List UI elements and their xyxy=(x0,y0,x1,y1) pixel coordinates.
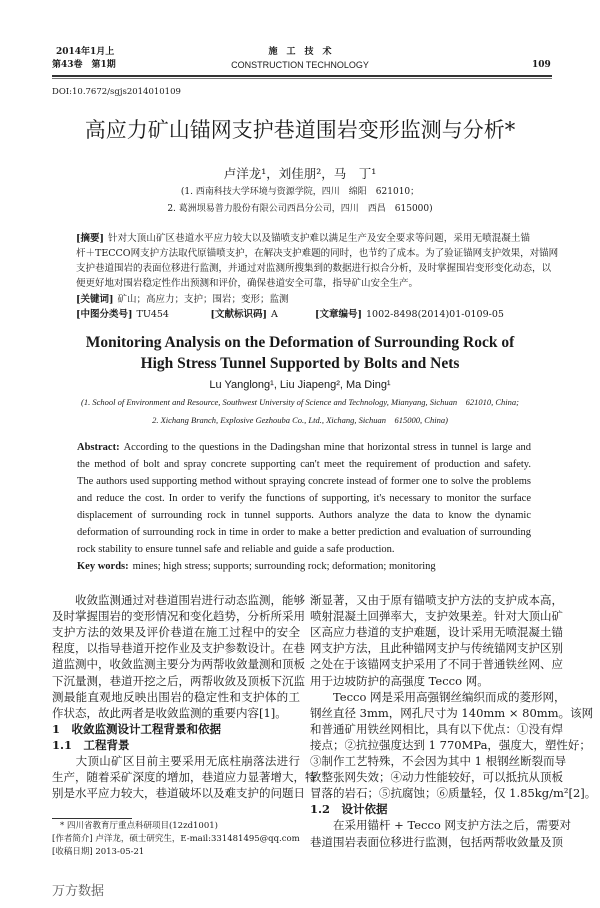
journal-name-en: CONSTRUCTION TECHNOLOGY xyxy=(231,60,369,70)
doi: DOI:10.7672/sgjs2014010109 xyxy=(52,87,181,97)
abstract-en-first-row xyxy=(77,442,531,454)
affiliation-en-1: (1. School of Environment and Resource, Southwest University of Science and Technology, Mianyang, Sichuan 621010, China; xyxy=(81,397,519,407)
body-line: 生产，随着采矿深度的增加，巷道应力显著增大，特 xyxy=(52,770,317,785)
affiliation-cn-2: 2. 葛洲坝易普力股份有限公司西昌分公司，四川 西昌 615000) xyxy=(167,204,433,214)
section-heading: 1.1 工程背景 xyxy=(52,737,130,752)
abstract-cn-line: 便更好地对围岩稳定性作出预测和评价，确保巷道安全可靠，指导矿山安全生产。 xyxy=(76,278,419,289)
authors-cn: 卢洋龙¹，刘佳朋²，马 丁¹ xyxy=(223,166,377,181)
authors-en: Lu Yanglong¹, Liu Jiapeng², Ma Ding¹ xyxy=(209,379,391,391)
abstract-en-line: deformation of surrounding rock in time in order to make a better prediction and evaluation of surrounding xyxy=(77,527,531,538)
body-line: 钢丝直径 3mm，网孔尺寸为 140mm × 80mm。该网 xyxy=(310,705,594,720)
keywords-cn: 矿山；高应力；支护；围岩；变形；监测 xyxy=(117,294,289,305)
abstract-en-line: According to the questions in the Dadingshan mine that horizontal stress in tunnel is large and xyxy=(123,442,531,453)
title-cn: 高应力矿山锚网支护巷道围岩变形监测与分析* xyxy=(84,118,516,142)
body-line: 测最能直观地反映出围岩的稳定性和支护体的工 xyxy=(52,689,300,704)
affiliation-en-2: 2. Xichang Branch, Explosive Gezhouba Co., Ltd., Xichang, Sichuan 615000, China) xyxy=(152,415,448,425)
keywords-cn-row xyxy=(76,294,289,306)
body-line: 用于边坡防护的高强度 Tecco 网。 xyxy=(310,673,489,688)
doc-code-label: [文献标识码] xyxy=(210,309,267,320)
abstract-en-line: rock stability to ensure tunnel safe and reliable and guide a safe production. xyxy=(77,544,395,555)
body-line: 区高应力巷道的支护难题，设计采用无喷混凝土锚 xyxy=(310,625,563,640)
section-heading: 1.2 设计依据 xyxy=(310,802,388,817)
header-rule-thin xyxy=(52,78,552,79)
section-heading: 1 收敛监测设计工程背景和依据 xyxy=(52,721,221,736)
article-no-label: [文章编号] xyxy=(315,309,362,320)
abstract-cn-label: [摘要] xyxy=(76,233,104,244)
abstract-cn-line: 支护巷道围岩的表面位移进行监测，并通过对监测所搜集到的数据进行拟合分析，及时掌握围岩变形变化动态，以 xyxy=(76,263,552,274)
title-en-line-1: Monitoring Analysis on the Deformation of Surrounding Rock of xyxy=(85,334,515,351)
article-no-value: 1002-8498(2014)01-0109-05 xyxy=(366,309,504,320)
body-line: 和普通矿用铁丝网相比，具有以下优点：①没有焊 xyxy=(310,721,563,736)
body-line: 在采用锚杆 + Tecco 网支护方法之后，需要对 xyxy=(310,818,571,833)
abstract-en-line: and reduce the cost. In order to verify the functions of supporting, it's necessary to monitor the surface xyxy=(77,493,531,504)
body-line: 大顶山矿区目前主要采用无底柱崩落法进行 xyxy=(52,754,300,768)
abstract-en-line: the method of bolt and spray concrete supporting can't meet the requirement of production and safety. xyxy=(77,459,531,470)
body-line: 喷射混凝土回弹率大，支护效果差。针对大顶山矿 xyxy=(310,609,563,624)
body-line: 网支护方法，且此种锚网支护与传统锚网支护区别 xyxy=(310,641,563,656)
abstract-cn-line: 杆＋TECCO网支护方法取代原锚喷支护，在解决支护难题的同时，也节约了成本。为了验证锚网支护效果，对锚网 xyxy=(76,248,559,259)
affiliation-cn-1: (1. 西南科技大学环境与资源学院，四川 绵阳 621010； xyxy=(180,187,420,197)
abstract-en-label: Abstract: xyxy=(77,442,120,453)
journal-name-cn: 施 工 技 术 xyxy=(268,47,332,57)
body-line: 别是水平应力较大，巷道破坏以及难支护的问题日 xyxy=(52,786,305,801)
doc-code-value: A xyxy=(271,309,278,320)
body-line: 及时掌握围岩的变形情况和变化趋势，分析所采用 xyxy=(52,609,305,624)
footnote-author: [作者简介] 卢洋龙，硕士研究生，E-mail:331481495@qq.com xyxy=(52,834,300,844)
body-line: 作状态，故此两者是收敛监测的重要内容[1]。 xyxy=(52,705,287,720)
volume-issue: 第43卷 第1期 xyxy=(52,60,116,70)
body-line: 收敛监测通过对巷道围岩进行动态监测，能够 xyxy=(52,593,305,607)
body-line: 巷道围岩表面位移进行监测，包括两帮收敛量及顶 xyxy=(310,834,563,849)
footnote-received: [收稿日期] 2013-05-21 xyxy=(52,847,145,857)
abstract-en-line: displacement of surrounding rock in tunnel supports. Authors analyze the data to know the dynamic xyxy=(77,510,531,521)
body-line: 致整张网失效；④动力性能较好，可以抵抗从顶板 xyxy=(310,770,563,785)
classification-label: [中图分类号] xyxy=(76,309,133,320)
body-line: 下沉量测，巷道开挖之后，两帮收敛及顶板下沉监 xyxy=(52,673,305,688)
abstract-en-line: The authors used supporting method without spraying concrete instead of former one to solve the problems xyxy=(77,476,531,487)
classification-value: TU454 xyxy=(136,309,169,320)
body-line: ③制作工艺特殊，不会因为其中 1 根钢丝断裂而导 xyxy=(310,754,567,768)
body-line: Tecco 网是采用高强钢丝编织而成的菱形网， xyxy=(310,689,566,704)
body-line: 道监测中，收敛监测主要分为两帮收敛量测和顶板 xyxy=(52,657,305,672)
body-line: 之处在于该锚网支护采用了不同于普通铁丝网、应 xyxy=(310,657,563,672)
footnote-funding: * 四川省教育厅重点科研项目(12zd1001) xyxy=(60,821,218,831)
issue-date: 2014年1月上 xyxy=(56,47,115,57)
title-en-line-2: High Stress Tunnel Supported by Bolts and Nets xyxy=(140,355,460,372)
keywords-en-row xyxy=(77,561,436,573)
wanfang-watermark: 万方数据 xyxy=(52,884,105,899)
body-line: 程度，以指导巷道开挖作业及支护参数设计。在巷 xyxy=(52,641,305,656)
abstract-cn-line: 针对大顶山矿区巷道水平应力较大以及锚喷支护难以满足生产及安全要求等问题，采用无喷混凝土锚 xyxy=(108,233,530,244)
body-line: 接点；②抗拉强度达到 1 770MPa，强度大，塑性好； xyxy=(310,737,591,752)
header-rule xyxy=(52,75,552,77)
abstract-cn-first-row xyxy=(76,233,530,245)
body-line: 支护方法的效果及评价巷道在施工过程中的安全 xyxy=(52,625,300,640)
body-line: 冒落的岩石；⑤抗腐蚀；⑥质量轻，仅 1.85kg/m²[2]。 xyxy=(310,786,597,801)
footnote-rule xyxy=(52,818,132,819)
page-number: 109 xyxy=(532,60,551,70)
keywords-cn-label: [关键词] xyxy=(76,294,114,305)
classification-row xyxy=(76,309,504,321)
keywords-en-label: Key words: xyxy=(77,561,129,572)
keywords-en: mines; high stress; supports; surrounding rock; deformation; monitoring xyxy=(132,561,436,572)
body-line: 渐显著，又由于原有锚喷支护方法的支护成本高， xyxy=(310,593,563,607)
